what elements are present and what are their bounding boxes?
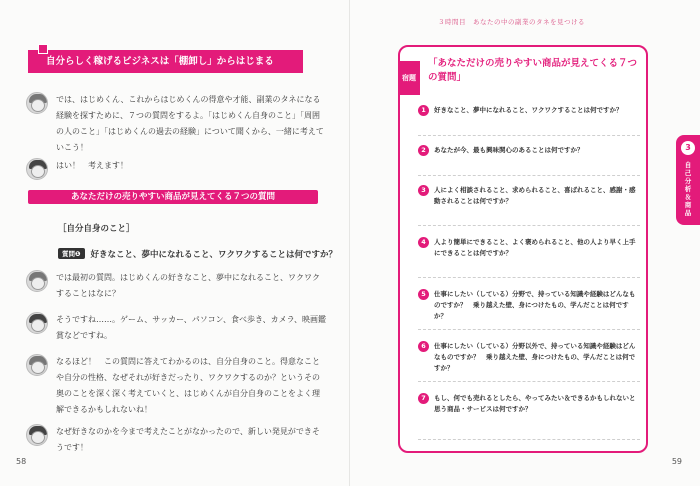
question-item: [418, 185, 640, 207]
flag-icon: [38, 44, 48, 54]
question-number: 7: [418, 393, 429, 404]
frame-title: 「あなただけの売りやすい商品が見えてくる７つの質問」: [428, 58, 638, 83]
frame-tab: 宿題: [398, 61, 420, 95]
answer-line: [418, 135, 640, 136]
subheading: ［自分自身のこと］: [58, 224, 135, 234]
dialogue-kid: [26, 424, 326, 456]
question-text: 仕事にしたい（している）分野以外で、持っている知識や経験はどんなものですか？ 乗り越えた壁、身につけたもの、学んだことは何ですか？: [434, 342, 636, 372]
answer-line: [418, 225, 640, 226]
kid-avatar-icon: [26, 424, 48, 446]
question-text: 人より簡単にできること、よく褒められること、他の人より早く上手にできることは何ですか？: [434, 238, 636, 257]
question-text: 仕事にしたい（している）分野で、持っている知識や経験はどんなものですか？ 乗り越えた壁、身につけたもの、学んだことは何ですか？: [434, 290, 636, 320]
questions-bar-heading: あなただけの売りやすい商品が見えてくる７つの質問: [28, 190, 318, 204]
question-text: 好きなこと、夢中になれること、ワクワクすることは何ですか？: [90, 250, 338, 260]
question-item: [418, 289, 640, 322]
mentor-avatar-icon: [26, 92, 48, 114]
section-heading-text: 自分らしく稼げるビジネスは「棚卸し」からはじまる: [46, 56, 274, 67]
kid-avatar-icon: [26, 312, 48, 334]
answer-line: [418, 277, 640, 278]
chapter-label: 自己分析＆商品: [684, 161, 692, 217]
dialogue-mentor: [26, 270, 326, 302]
answer-line: [418, 175, 640, 176]
chapter-number: 3: [681, 141, 695, 155]
question-number: 4: [418, 237, 429, 248]
homework-frame: [398, 45, 648, 453]
page-number: 58: [16, 457, 27, 466]
dialogue-text: なるほど！ この質問に答えてわかるのは、自分自身のこと。得意なことや自分の性格、なぜそれが好きだったり、ワクワクするのか？というその奥のことを深く深く考えていくと、はじめくんが自分自身のことをよく理解できるかもしれないね！: [56, 357, 320, 414]
mentor-avatar-icon: [26, 270, 48, 292]
mentor-avatar-icon: [26, 354, 48, 376]
question-tag: 質問❶: [58, 248, 85, 259]
question-text: もし、何でも売れるとしたら、やってみたい＆できるかもしれないと思う商品・サービスは何ですか？: [434, 394, 636, 413]
question-number: 2: [418, 145, 429, 156]
dialogue-kid: [26, 158, 326, 174]
answer-line: [418, 439, 640, 440]
question-item: [418, 145, 640, 156]
dialogue-mentor: [26, 92, 326, 156]
question-number: 1: [418, 105, 429, 116]
dialogue-text: では最初の質問。はじめくんの好きなこと、夢中になれること、ワクワクすることはなに？: [56, 273, 320, 298]
dialogue-text: では、はじめくん、これからはじめくんの得意や才能、副業のタネになる経験を探すために、７つの質問をするよ。「はじめくん自身のこと」「周囲の人のこと」「はじめくんの過去の経験」について聞くから、一緒に考えていこう！: [56, 95, 324, 152]
page-number: 59: [671, 457, 682, 466]
question-number: 5: [418, 289, 429, 300]
question-text: あなたが今、最も興味関心のあることは何ですか？: [434, 146, 584, 154]
question-number: 6: [418, 341, 429, 352]
question-item: [418, 105, 640, 116]
question-item: [418, 341, 640, 374]
question-number: 3: [418, 185, 429, 196]
kid-avatar-icon: [26, 158, 48, 180]
dialogue-text: なぜ好きなのかを今まで考えたことがなかったので、新しい発見ができそうです！: [56, 427, 320, 452]
answer-line: [418, 329, 640, 330]
question-item: [418, 237, 640, 259]
dialogue-mentor: [26, 354, 326, 418]
question-text: 好きなこと、夢中になれること、ワクワクすることは何ですか？: [434, 106, 623, 114]
dialogue-text: そうですね……。ゲーム、サッカー、パソコン、食べ歩き、カメラ、映画鑑賞などですね。: [56, 315, 326, 340]
chapter-side-tab: [676, 135, 700, 225]
dialogue-text: はい！ 考えます！: [56, 161, 128, 170]
running-head: ３時間目 あなたの中の副業のタネを見つける: [438, 18, 585, 26]
question-text: 人によく相談されること、求められること、喜ばれること、感謝・感動されることは何ですか？: [434, 186, 636, 205]
right-page: [350, 0, 700, 486]
answer-line: [418, 381, 640, 382]
question-1-line: [58, 248, 337, 260]
section-heading: [28, 50, 303, 73]
dialogue-kid: [26, 312, 326, 344]
question-item: [418, 393, 640, 415]
